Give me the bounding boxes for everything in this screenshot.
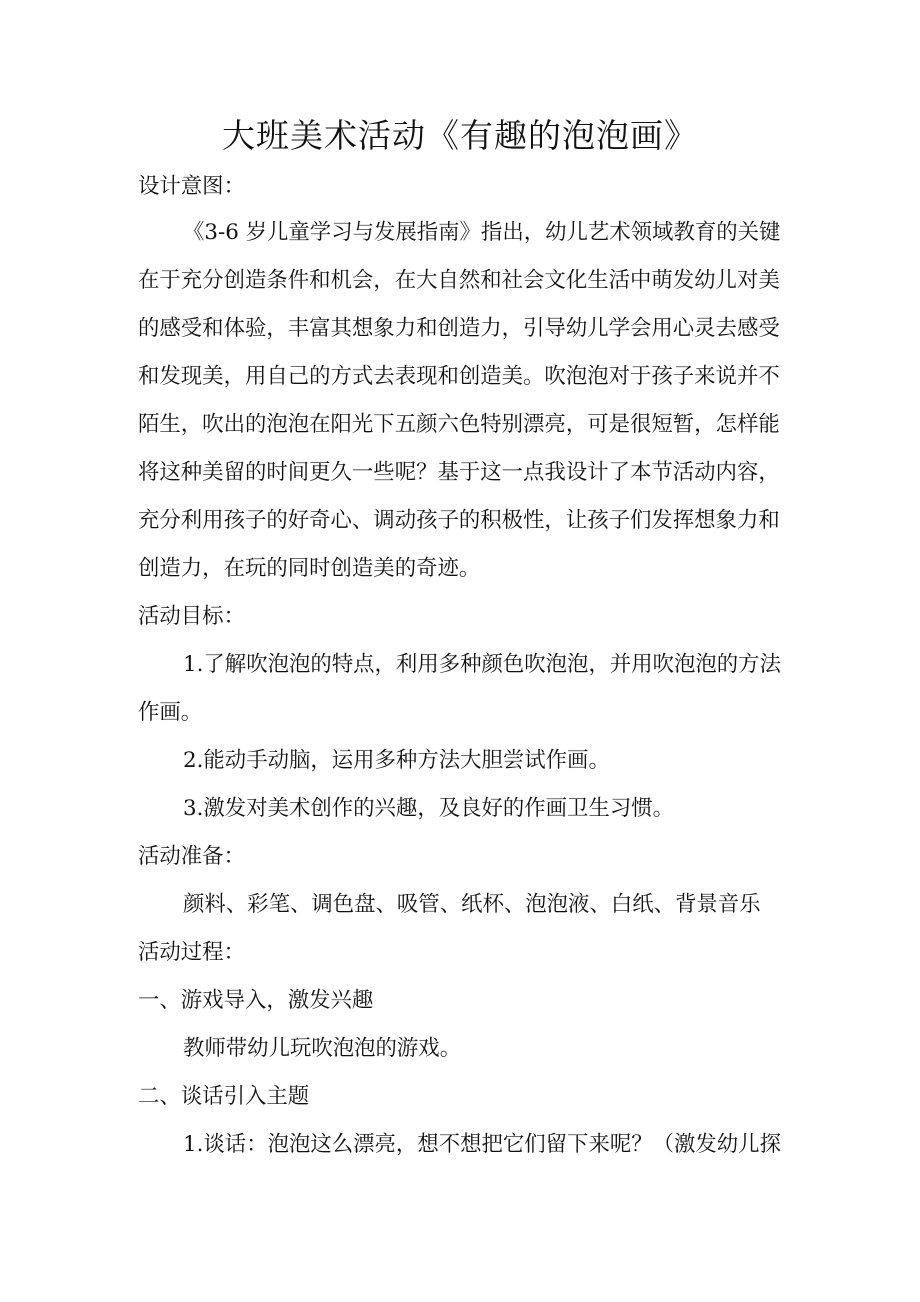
goals-heading: 活动目标：: [138, 604, 245, 629]
process-step-1-heading: 一、游戏导入，激发兴趣: [138, 988, 374, 1013]
paragraph-line: 在于充分创造条件和机会，在大自然和社会文化生活中萌发幼儿对美: [138, 268, 780, 293]
paragraph-line: 《3-6 岁儿童学习与发展指南》指出，幼儿艺术领域教育的关键: [183, 220, 781, 245]
process-step-2-heading: 二、谈话引入主题: [138, 1084, 310, 1109]
process-heading: 活动过程：: [138, 940, 245, 965]
goal-item-1-continued: 作画。: [138, 700, 203, 725]
paragraph-line: 和发现美，用自己的方式去表现和创造美。吹泡泡对于孩子来说并不: [138, 364, 780, 389]
preparation-materials: 颜料、彩笔、调色盘、吸管、纸杯、泡泡液、白纸、背景音乐: [183, 892, 761, 917]
design-intent-heading: 设计意图：: [138, 174, 245, 199]
preparation-heading: 活动准备：: [138, 844, 245, 869]
process-step-2-text: 1.谈话：泡泡这么漂亮，想不想把它们留下来呢？（激发幼儿探: [183, 1132, 781, 1157]
goal-item-2: 2.能动手动脑，运用多种方法大胆尝试作画。: [183, 748, 610, 773]
goal-item-3: 3.激发对美术创作的兴趣，及良好的作画卫生习惯。: [183, 796, 675, 821]
paragraph-line: 充分利用孩子的好奇心、调动孩子的积极性，让孩子们发挥想象力和: [138, 508, 780, 533]
paragraph-line: 创造力，在玩的同时创造美的奇迹。: [138, 556, 481, 581]
paragraph-line: 将这种美留的时间更久一些呢？基于这一点我设计了本节活动内容，: [138, 460, 780, 485]
document-title: 大班美术活动《有趣的泡泡画》: [222, 116, 698, 155]
process-step-1-text: 教师带幼儿玩吹泡泡的游戏。: [183, 1036, 462, 1061]
paragraph-line: 陌生，吹出的泡泡在阳光下五颜六色特别漂亮，可是很短暂，怎样能: [138, 412, 780, 437]
paragraph-line: 的感受和体验，丰富其想象力和创造力，引导幼儿学会用心灵去感受: [138, 316, 780, 341]
goal-item-1: 1.了解吹泡泡的特点，利用多种颜色吹泡泡，并用吹泡泡的方法: [183, 652, 781, 677]
